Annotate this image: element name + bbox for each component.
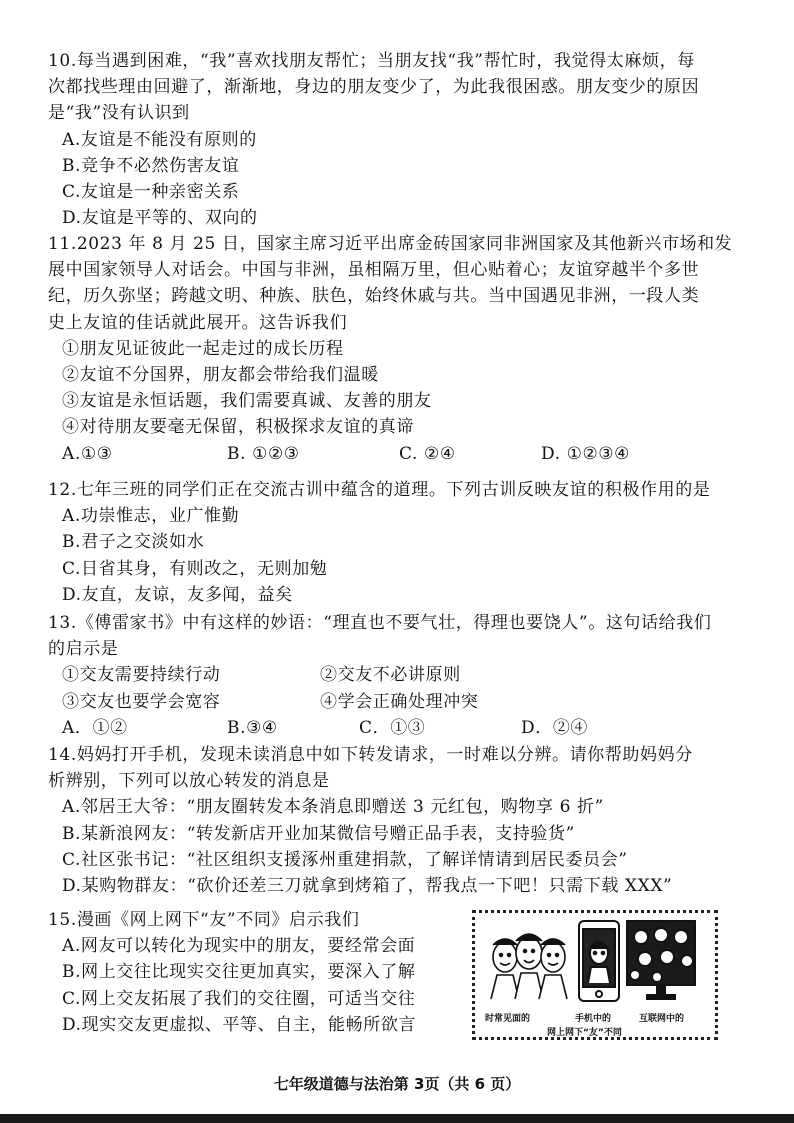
q14-option-b: B.某新浪网友：“转发新店开业加某微信号赠正品手表，支持验货” (62, 823, 575, 844)
q14-stem-line-1: 14.妈妈打开手机，发现未读消息中如下转发请求，一时难以分辨。请你帮助妈妈分 (48, 745, 693, 765)
q11-choice-d: D. ①②③④ (541, 443, 630, 464)
q13-items-row-2 (48, 689, 748, 715)
question-13 (48, 610, 748, 741)
q10-stem-line-2: 次都找些理由回避了，渐渐地，身边的朋友变少了，为此我很困惑。朋友变少的原因 (48, 77, 700, 98)
q11-stem-line-2: 展中国家领导人对话会。中国与非洲，虽相隔万里，但心贴着心；友谊穿越半个多世 (48, 260, 700, 281)
q12-stem-line-1: 12.七年三班的同学们正在交流古训中蕴含的道理。下列古训反映友谊的积极作用的是 (48, 480, 711, 500)
q11-item-1: ①朋友见证彼此一起走过的成长历程 (62, 338, 344, 359)
q13-stem-line-2: 的启示是 (48, 639, 119, 660)
cartoon-caption-phone: 手机中的 (575, 1014, 612, 1024)
q15-option-b: B.网上交往比现实交往更加真实，要深入了解 (62, 962, 416, 983)
q11-choice-b: B. ①②③ (227, 443, 300, 464)
q10-option-a: A.友谊是不能没有原则的 (62, 129, 257, 150)
q10-option-d: D.友谊是平等的、双向的 (62, 208, 258, 229)
q11-item-2: ②友谊不分国界，朋友都会带给我们温暖 (62, 365, 379, 386)
q11-choices (48, 441, 748, 467)
q12-option-b: B.君子之交淡如水 (62, 532, 205, 553)
q13-stem-line-1: 13.《傅雷家书》中有这样的妙语：“理直也不要气壮，得理也要饶人”。这句话给我们 (48, 613, 712, 633)
q11-stem-line-1: 11.2023 年 8 月 25 日，国家主席习近平出席金砖国家同非洲国家及其他新兴市场和发 (48, 234, 733, 254)
question-14 (48, 742, 748, 899)
q13-items-row-1 (48, 662, 748, 688)
q10-stem-line-3: 是“我”没有认识到 (48, 103, 190, 124)
q12-option-d: D.友直，友谅，友多闻，益矣 (62, 584, 293, 605)
q13-choice-d: D．②④ (521, 717, 589, 738)
q11-choice-a: A.①③ (62, 443, 113, 464)
phone-figure (579, 921, 619, 1001)
q15-stem-line-1: 15.漫画《网上网下“友”不同》启示我们 (48, 910, 360, 930)
q11-item-4: ④对待朋友要毫无保留，积极探求友谊的真谛 (62, 417, 414, 438)
bottom-border (0, 1114, 794, 1123)
q11-item-3: ③友谊是永恒话题，我们需要真诚、友善的朋友 (62, 391, 432, 412)
q14-option-c: C.社区张书记：“社区组织支援涿州重建捐款，了解详情请到居民委员会” (62, 849, 628, 870)
monitor-figure (627, 921, 695, 999)
q12-option-a: A.功崇惟志，业广惟勤 (62, 506, 240, 527)
question-15 (48, 907, 468, 1038)
q12-option-c: C.日省其身，有则改之，无则加勉 (62, 558, 328, 579)
q13-item-2: ②交友不必讲原则 (320, 665, 461, 686)
q14-option-d: D.某购物群友：“砍价还差三刀就拿到烤箱了，帮我点一下吧！只需下载 XXX” (62, 876, 673, 897)
q11-stem-line-3: 纪，历久弥坚；跨越文明、种族、肤色，始终休戚与共。当中国遇见非洲，一段人类 (48, 286, 700, 307)
q15-option-d: D.现实交友更虚拟、平等、自主，能畅所欲言 (62, 1014, 417, 1035)
q14-stem-line-2: 析辨别，下列可以放心转发的消息是 (48, 771, 330, 792)
question-11 (48, 231, 748, 467)
question-12 (48, 477, 748, 608)
cartoon-caption-offline: 时常见面的 (485, 1014, 531, 1024)
question-10 (48, 48, 748, 231)
q13-item-1: ①交友需要持续行动 (62, 665, 221, 686)
friendship-cartoon (472, 910, 718, 1040)
cartoon-title: 网上网下“友”不同 (547, 1028, 622, 1038)
q10-option-c: C.友谊是一种亲密关系 (62, 182, 240, 203)
q14-option-a: A.邻居王大爷：“朋友圈转发本条消息即赠送 3 元红包，购物享 6 折” (62, 797, 604, 818)
q13-choice-a: A．①② (62, 717, 128, 738)
q10-option-b: B.竞争不必然伤害友谊 (62, 155, 240, 176)
q15-option-a: A.网友可以转化为现实中的朋友，要经常会面 (62, 936, 416, 957)
cartoon-caption-internet: 互联网中的 (639, 1014, 685, 1024)
page-footer: 七年级道德与法治第 3页（共 6 页） (273, 1075, 521, 1093)
cartoon-drawing (475, 917, 715, 1007)
q11-choice-c: C. ②④ (399, 443, 456, 464)
q13-item-4: ④学会正确处理冲突 (320, 691, 479, 712)
q13-item-3: ③交友也要学会宽容 (62, 691, 221, 712)
q10-stem-line-1: 10.每当遇到困难，“我”喜欢找朋友帮忙；当朋友找“我”帮忙时，我觉得太麻烦，每 (48, 51, 695, 71)
q13-choice-b: B.③④ (227, 717, 278, 738)
q13-choice-c: C．①③ (359, 717, 426, 738)
offline-friends-figure (491, 934, 567, 999)
q15-option-c: C.网上交友拓展了我们的交往圈，可适当交往 (62, 988, 416, 1009)
q13-choices (48, 715, 748, 741)
q11-stem-line-4: 史上友谊的佳话就此展开。这告诉我们 (48, 312, 348, 333)
